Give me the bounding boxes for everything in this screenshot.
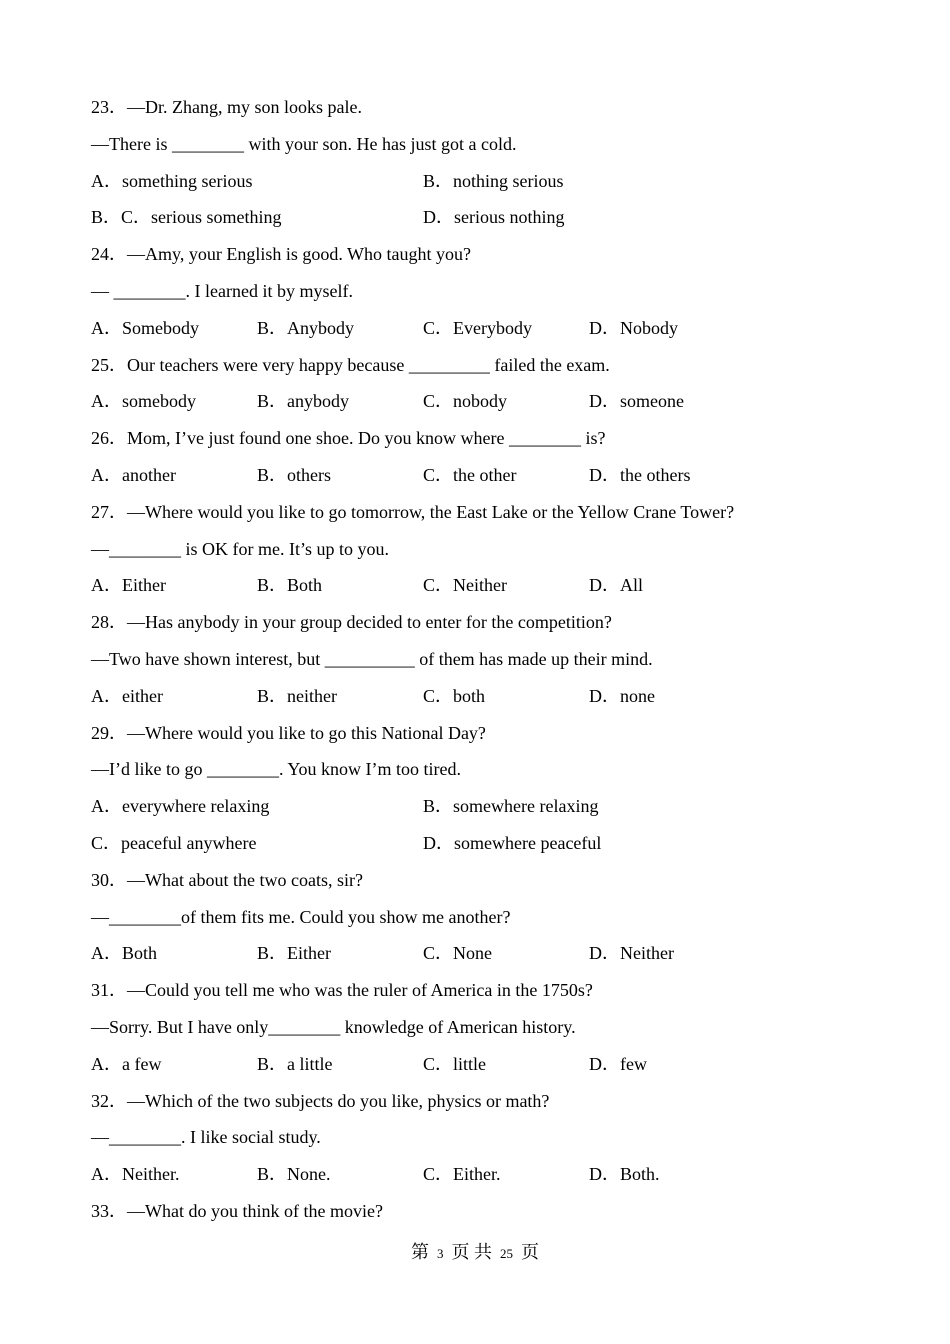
question-reply: —________of them fits me. Could you show me another? (91, 907, 511, 927)
question-reply: —I’d like to go ________. You know I’m too tired. (91, 759, 461, 779)
option-text: Both. (620, 1164, 660, 1184)
option-letter: B． (257, 686, 288, 706)
answer-option (91, 942, 157, 964)
question-reply: — ________. I learned it by myself. (91, 281, 353, 301)
option-text: something serious (122, 171, 253, 191)
option-text: Neither (453, 575, 507, 595)
option-letter: D． (423, 207, 454, 227)
answer-option (589, 1163, 660, 1185)
option-letter: B．C． (91, 207, 152, 227)
option-text: Both (287, 575, 323, 595)
footer-total-pages: 25 (500, 1246, 513, 1261)
option-letter: D． (423, 833, 454, 853)
question-text: —What about the two coats, sir? (127, 870, 363, 890)
question-number: 30． (91, 870, 127, 890)
footer-current-page: 3 (437, 1246, 444, 1261)
question-reply: —There is ________ with your son. He has just got a cold. (91, 134, 517, 154)
question-text: —Amy, your English is good. Who taught you? (127, 244, 471, 264)
option-text: everywhere relaxing (122, 796, 270, 816)
option-text: someone (620, 391, 684, 411)
question-prompt (91, 427, 605, 449)
question-number: 23． (91, 97, 127, 117)
option-letter: B． (257, 391, 288, 411)
option-text: Either (122, 575, 166, 595)
option-text: another (122, 465, 176, 485)
answer-option (91, 464, 176, 486)
option-letter: D． (589, 575, 620, 595)
option-letter: D． (589, 391, 620, 411)
option-text: either (122, 686, 163, 706)
option-text: Everybody (453, 318, 532, 338)
answer-option (589, 942, 674, 964)
option-letter: A． (91, 391, 122, 411)
option-letter: B． (423, 171, 454, 191)
option-text: Anybody (287, 318, 355, 338)
option-letter: D． (589, 318, 620, 338)
option-letter: A． (91, 943, 122, 963)
option-letter: C． (423, 575, 454, 595)
option-text: few (620, 1054, 647, 1074)
option-text: others (287, 465, 332, 485)
option-letter: B． (257, 465, 288, 485)
option-text: none (620, 686, 655, 706)
option-letter: C． (423, 318, 454, 338)
option-letter: D． (589, 1164, 620, 1184)
option-letter: C． (423, 391, 454, 411)
option-text: Somebody (122, 318, 200, 338)
answer-option (423, 574, 507, 596)
answer-option (91, 795, 269, 817)
option-text: None. (287, 1164, 331, 1184)
question-text: —Could you tell me who was the ruler of America in the 1750s? (127, 980, 593, 1000)
question-text: Our teachers were very happy because _________ failed the exam. (127, 355, 610, 375)
question-text: —Which of the two subjects do you like, physics or math? (127, 1091, 550, 1111)
answer-option (91, 170, 253, 192)
question-prompt (91, 611, 612, 633)
option-letter: C． (91, 833, 122, 853)
option-text: peaceful anywhere (121, 833, 257, 853)
answer-option (257, 317, 354, 339)
footer-middle: 页 共 (451, 1242, 492, 1262)
option-letter: B． (257, 575, 288, 595)
answer-option (91, 206, 282, 228)
option-text: Either. (453, 1164, 501, 1184)
question-number: 31． (91, 980, 127, 1000)
question-number: 25． (91, 355, 127, 375)
option-letter: C． (423, 1164, 454, 1184)
option-letter: B． (257, 943, 288, 963)
answer-option (423, 390, 507, 412)
question-prompt (91, 1200, 383, 1222)
option-letter: D． (589, 686, 620, 706)
option-text: little (453, 1054, 487, 1074)
question-text: Mom, I’ve just found one shoe. Do you know where ________ is? (127, 428, 606, 448)
question-prompt (91, 869, 363, 891)
answer-option (589, 574, 643, 596)
option-letter: D． (589, 465, 620, 485)
question-text: —Where would you like to go tomorrow, the East Lake or the Yellow Crane Tower? (127, 502, 735, 522)
question-text: —Dr. Zhang, my son looks pale. (127, 97, 362, 117)
answer-option (257, 1053, 333, 1075)
answer-option (423, 942, 492, 964)
option-text: both (453, 686, 486, 706)
answer-option (257, 464, 331, 486)
question-number: 32． (91, 1091, 127, 1111)
answer-option (257, 942, 331, 964)
answer-option (257, 574, 322, 596)
option-letter: B． (257, 1054, 288, 1074)
footer-prefix: 第 (411, 1242, 429, 1262)
option-text: Neither. (122, 1164, 180, 1184)
answer-option (257, 685, 337, 707)
option-text: a few (122, 1054, 162, 1074)
question-reply: —Two have shown interest, but __________ of them has made up their mind. (91, 649, 653, 669)
answer-option (257, 390, 349, 412)
option-letter: D． (589, 943, 620, 963)
answer-option (423, 1163, 501, 1185)
question-prompt (91, 1090, 549, 1112)
answer-option (589, 685, 655, 707)
option-text: somewhere relaxing (453, 796, 599, 816)
answer-option (91, 1163, 179, 1185)
option-text: Either (287, 943, 331, 963)
answer-option (423, 795, 598, 817)
page-footer (0, 1241, 950, 1265)
option-text: All (620, 575, 644, 595)
option-letter: A． (91, 465, 122, 485)
question-prompt (91, 243, 471, 265)
question-text: —Where would you like to go this National Day? (127, 723, 486, 743)
option-letter: A． (91, 575, 122, 595)
option-text: somewhere peaceful (454, 833, 602, 853)
option-text: the other (453, 465, 517, 485)
option-text: somebody (122, 391, 196, 411)
answer-option (257, 1163, 331, 1185)
option-letter: A． (91, 686, 122, 706)
question-prompt (91, 501, 734, 523)
answer-option (91, 832, 256, 854)
question-number: 26． (91, 428, 127, 448)
answer-option (423, 317, 532, 339)
footer-suffix: 页 (521, 1242, 539, 1262)
option-text: None (453, 943, 493, 963)
answer-option (91, 390, 196, 412)
option-letter: A． (91, 171, 122, 191)
answer-option (589, 1053, 647, 1075)
answer-option (423, 170, 564, 192)
option-text: Nobody (620, 318, 678, 338)
answer-option (91, 317, 199, 339)
answer-option (423, 206, 565, 228)
option-letter: B． (257, 1164, 288, 1184)
answer-option (91, 1053, 161, 1075)
option-text: the others (620, 465, 691, 485)
question-prompt (91, 354, 610, 376)
option-letter: A． (91, 796, 122, 816)
option-text: a little (287, 1054, 333, 1074)
question-number: 27． (91, 502, 127, 522)
question-text: —Has anybody in your group decided to enter for the competition? (127, 612, 612, 632)
question-number: 33． (91, 1201, 127, 1221)
option-letter: A． (91, 1054, 122, 1074)
question-reply: —Sorry. But I have only________ knowledge of American history. (91, 1017, 576, 1037)
question-prompt (91, 722, 486, 744)
option-text: nothing serious (453, 171, 564, 191)
answer-option (589, 317, 678, 339)
answer-option (423, 1053, 486, 1075)
answer-option (589, 464, 690, 486)
answer-option (589, 390, 684, 412)
question-number: 29． (91, 723, 127, 743)
question-text: —What do you think of the movie? (127, 1201, 383, 1221)
option-text: anybody (287, 391, 350, 411)
question-number: 24． (91, 244, 127, 264)
answer-option (91, 685, 163, 707)
option-text: neither (287, 686, 337, 706)
question-prompt (91, 96, 362, 118)
answer-option (91, 574, 166, 596)
question-reply: —________ is OK for me. It’s up to you. (91, 539, 389, 559)
option-text: nobody (453, 391, 508, 411)
answer-option (423, 464, 517, 486)
question-reply: —________. I like social study. (91, 1127, 321, 1147)
option-text: Both (122, 943, 158, 963)
option-letter: A． (91, 318, 122, 338)
question-prompt (91, 979, 593, 1001)
option-text: Neither (620, 943, 674, 963)
option-letter: B． (423, 796, 454, 816)
option-letter: C． (423, 686, 454, 706)
answer-option (423, 685, 485, 707)
option-letter: D． (589, 1054, 620, 1074)
question-number: 28． (91, 612, 127, 632)
answer-option (423, 832, 601, 854)
option-letter: B． (257, 318, 288, 338)
option-letter: C． (423, 943, 454, 963)
option-letter: C． (423, 465, 454, 485)
option-letter: A． (91, 1164, 122, 1184)
option-letter: C． (423, 1054, 454, 1074)
option-text: serious nothing (454, 207, 565, 227)
option-text: serious something (151, 207, 282, 227)
